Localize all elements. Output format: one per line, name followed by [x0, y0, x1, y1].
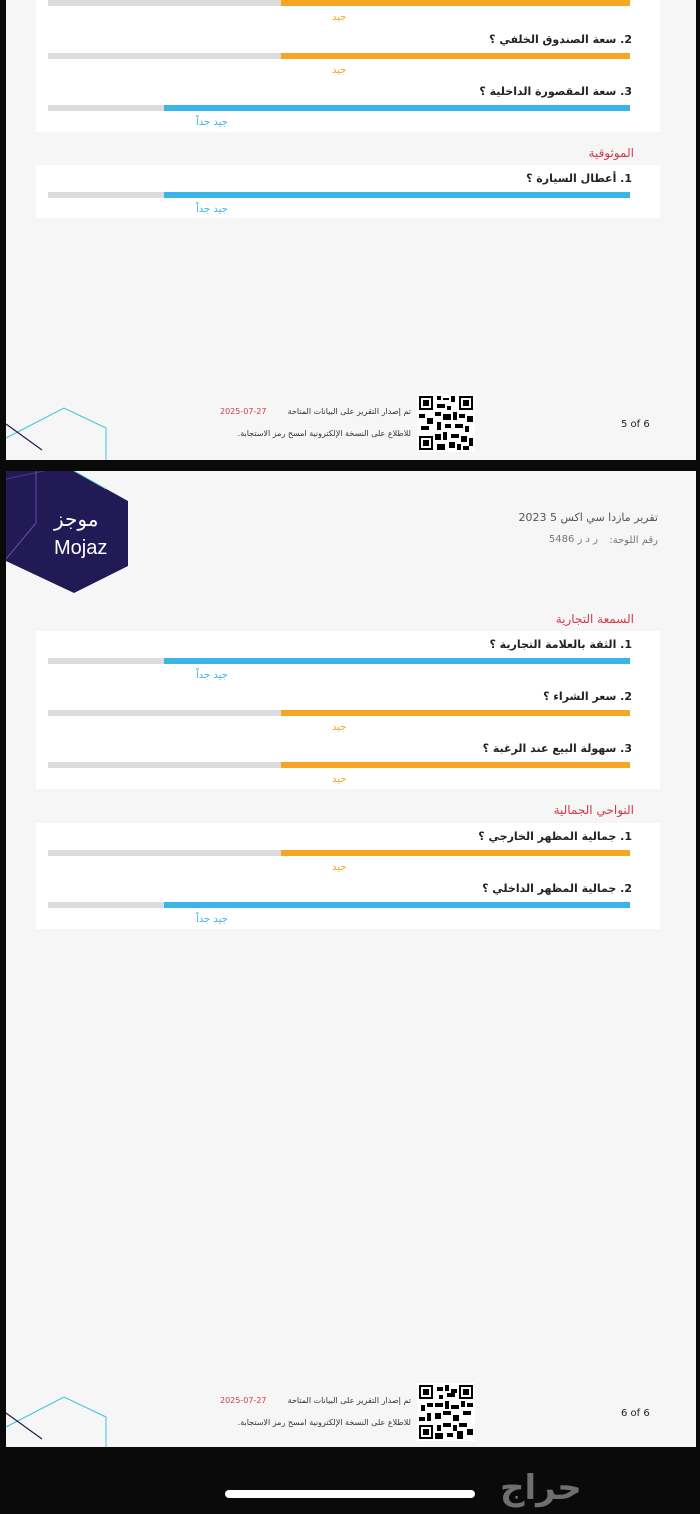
qr-code-icon[interactable]	[417, 1383, 475, 1441]
aesthetics-card	[36, 823, 660, 929]
plate-label: رقم اللوحة:	[609, 535, 658, 546]
reputation-card	[36, 631, 660, 789]
report-title: تقرير مازدا سي اكس 5 2023	[518, 511, 658, 524]
decorative-hexagon-lines	[6, 394, 116, 460]
page-number: 6 of 6	[621, 1408, 650, 1419]
page-footer	[6, 1383, 696, 1447]
rating-bar-fill	[164, 192, 630, 198]
rating-bar-track	[48, 658, 630, 664]
logo-text-arabic: موجز	[54, 507, 99, 531]
rating-label: جيد جداً	[196, 914, 228, 925]
report-page-5	[6, 0, 696, 460]
section-title-reliability: الموثوقية	[588, 146, 634, 160]
rating-bar-fill	[281, 0, 630, 6]
section-title-reputation: السمعة التجارية	[555, 612, 634, 626]
question-text: 3. سهولة البيع عند الرغبة ؟	[482, 742, 632, 755]
question-text: 2. جمالية المظهر الداخلي ؟	[482, 882, 632, 895]
question-text: 1. أعطال السيارة ؟	[526, 172, 632, 185]
home-indicator[interactable]	[225, 1490, 475, 1498]
page-number: 5 of 6	[621, 419, 650, 430]
rating-bar-track	[48, 710, 630, 716]
question-text: 3. سعة المقصورة الداخلية ؟	[479, 85, 632, 98]
report-date: 2025-07-27	[220, 1396, 267, 1405]
scan-note: للاطلاع على النسخة الإلكترونية امسح رمز الاستجابة.	[237, 429, 411, 438]
section-title-aesthetics: النواحي الجمالية	[553, 803, 634, 817]
question-text: 1. جمالية المظهر الخارجي ؟	[478, 830, 632, 843]
rating-bar-track	[48, 0, 630, 6]
rating-bar-fill	[281, 710, 630, 716]
question-text: 1. الثقة بالعلامة التجارية ؟	[489, 638, 632, 651]
plate-value: ر د ر 5486	[548, 534, 598, 545]
report-page-6	[6, 471, 696, 1447]
question-text: 2. سعر الشراء ؟	[543, 690, 632, 703]
rating-bar-track	[48, 105, 630, 111]
logo-text-english: Mojaz	[54, 537, 108, 559]
rating-bar-fill	[281, 53, 630, 59]
issued-note: تم إصدار التقرير على البيانات المتاحة	[287, 1396, 411, 1405]
rating-bar-fill	[164, 658, 630, 664]
rating-label: جيد جداً	[196, 670, 228, 681]
rating-label: جيد	[332, 722, 347, 733]
rating-bar-fill	[281, 762, 630, 768]
mojaz-logo	[6, 471, 146, 596]
rating-bar-track	[48, 902, 630, 908]
rating-bar-track	[48, 192, 630, 198]
haraj-watermark: حراج	[500, 1468, 582, 1508]
rating-label: جيد	[332, 12, 347, 23]
rating-bar-fill	[281, 850, 630, 856]
rating-bar-fill	[164, 902, 630, 908]
rating-bar-track	[48, 53, 630, 59]
rating-bar-track	[48, 850, 630, 856]
issued-note: تم إصدار التقرير على البيانات المتاحة	[287, 407, 411, 416]
rating-label: جيد جداً	[196, 117, 228, 128]
rating-label: جيد	[332, 65, 347, 76]
decorative-hexagon-lines	[6, 1383, 116, 1447]
rating-label: جيد	[332, 774, 347, 785]
reliability-card	[36, 165, 660, 218]
qr-code-icon[interactable]	[417, 394, 475, 452]
report-date: 2025-07-27	[220, 407, 267, 416]
question-text: 2. سعة الصندوق الخلفي ؟	[489, 33, 632, 46]
rating-bar-fill	[164, 105, 630, 111]
ratings-card	[36, 0, 660, 132]
rating-bar-track	[48, 762, 630, 768]
page-footer	[6, 394, 696, 460]
rating-label: جيد	[332, 862, 347, 873]
scan-note: للاطلاع على النسخة الإلكترونية امسح رمز الاستجابة.	[237, 1418, 411, 1427]
rating-label: جيد جداً	[196, 204, 228, 215]
